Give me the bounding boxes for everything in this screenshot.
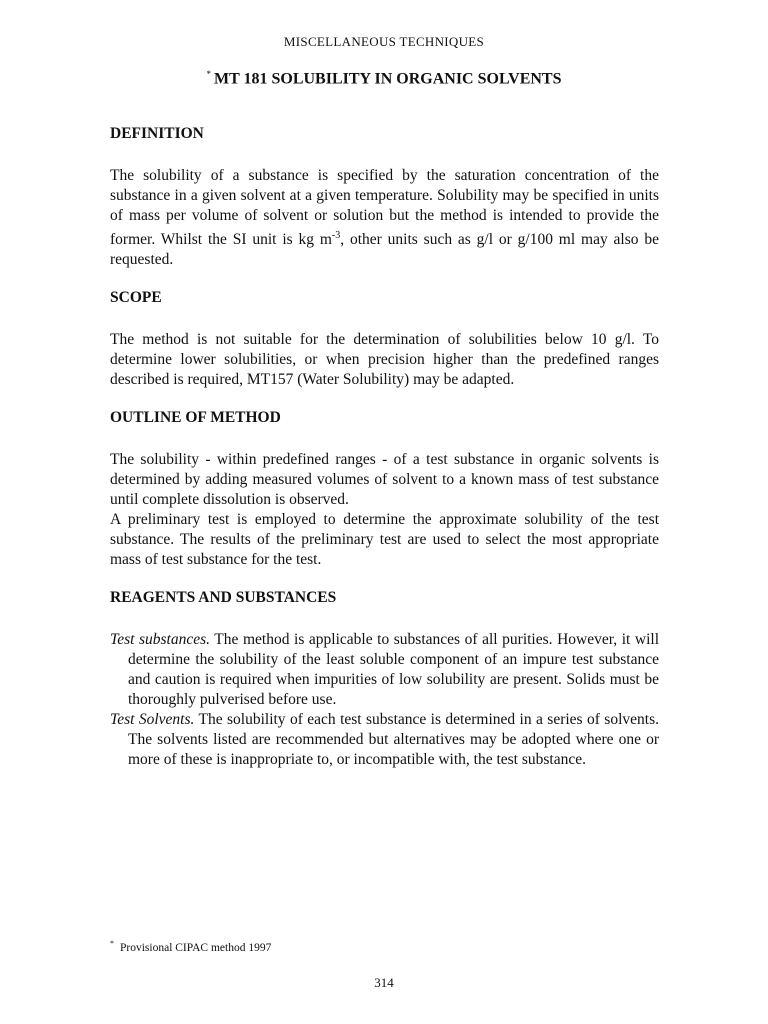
document-title [0,69,768,88]
reagent-term: Test Solvents. [110,711,195,729]
section-heading-definition: DEFINITION [110,125,204,142]
title-text: MT 181 SOLUBILITY IN ORGANIC SOLVENTS [214,70,562,88]
reagent-item-test-substances [110,630,659,710]
outline-paragraph-2: A preliminary test is employed to determine the approximate solubility of the test substance. The results of the preliminary test are used to select the most appropriate mass of test substance for the test. [110,511,659,569]
reagent-item-test-solvents [110,710,659,770]
footnote-marker: * [110,939,114,948]
scope-paragraph: The method is not suitable for the determination of solubilities below 10 g/l. To determine lower solubilities, or when precision higher than the predefined ranges described is required, MT157 (Water Solubility) may be adapted. [110,331,659,389]
footnote [110,939,271,954]
reagent-term: Test substances. [110,631,211,649]
definition-text-part1: The solubility of a substance is specified by the saturation concentration of the substance in a given solvent at a given temperature. Solubility may be specified in units of mass per volume of solvent or solution but the method is intended to provide the former. Whilst the SI unit is kg m [110,167,659,249]
reagent-text: The method is applicable to substances of all purities. However, it will determine the solubility of the least soluble component of an impure test substance and caution is required when impurities of low solubility are present. Solids must be thoroughly pulverised before use. [128,631,659,709]
document-body [110,124,659,770]
definition-paragraph [110,166,659,270]
title-footnote-marker: * [206,69,211,79]
section-heading-outline: OUTLINE OF METHOD [110,409,281,427]
section-heading-reagents: REAGENTS AND SUBSTANCES [110,589,337,607]
definition-text-part2: , other units such as g/l or g/100 ml may also be requested. [110,231,659,269]
footnote-text: Provisional CIPAC method 1997 [120,941,272,954]
running-head: MISCELLANEOUS TECHNIQUES [283,34,485,49]
section-heading-scope: SCOPE [110,289,162,307]
reagent-text: The solubility of each test substance is determined in a series of solvents. The solvents listed are recommended but alternatives may be adopted where one or more of these is inappropriate to, or incompatible with, the test substance. [128,711,659,769]
outline-paragraph-1: The solubility - within predefined ranges - of a test substance in organic solvents is determined by adding measured volumes of solvent to a known mass of test substance until complete dissolution is observed. [110,451,659,509]
page-number: 314 [374,975,394,990]
definition-superscript: -3 [331,230,341,241]
